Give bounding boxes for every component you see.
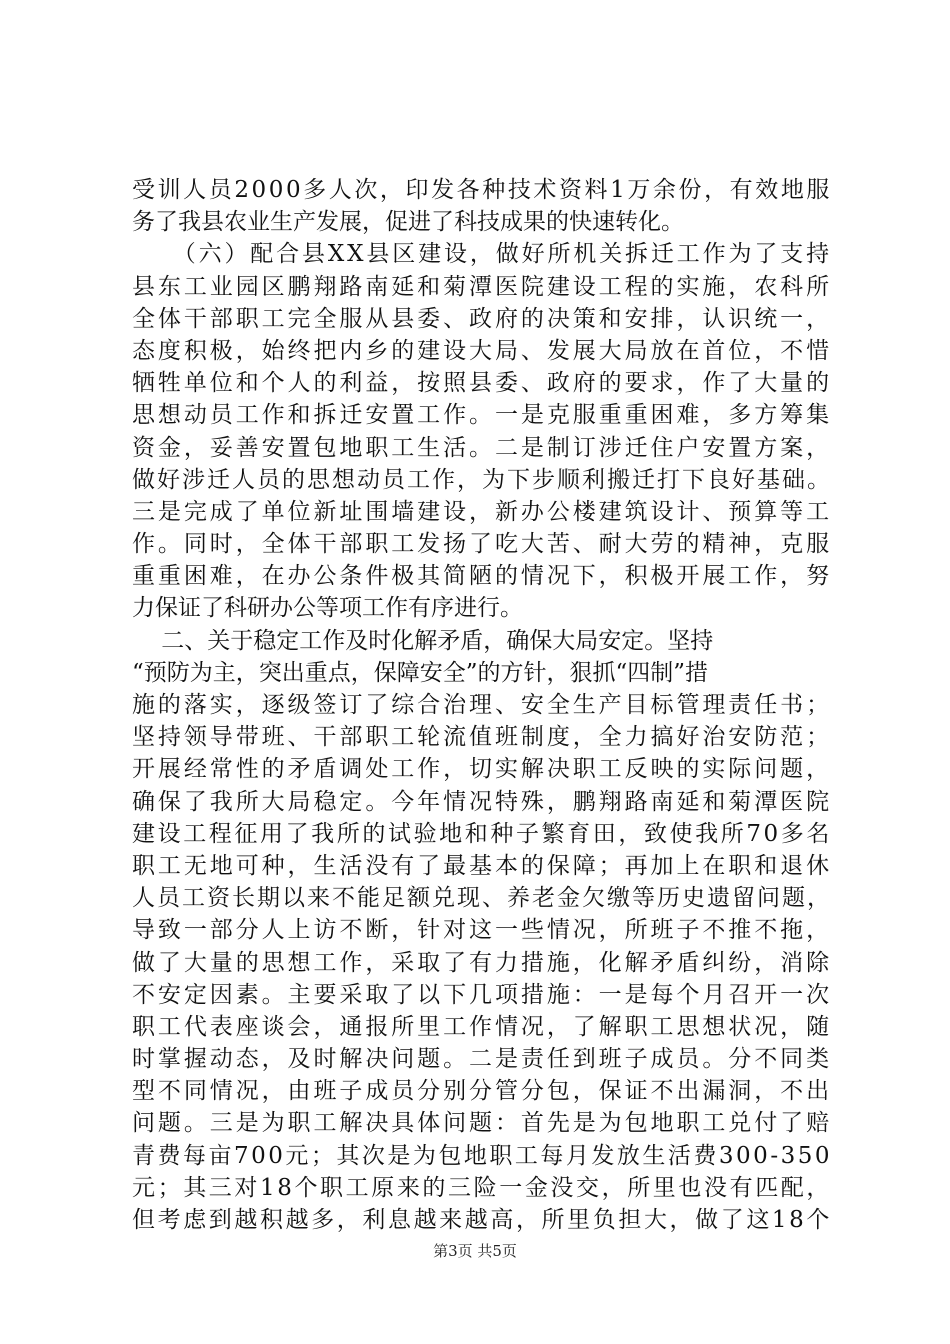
- text-line: 职工无地可种，生活没有了最基本的保障；再加上在职和退休: [132, 852, 832, 879]
- page-footer: 第3页 共5页: [433, 1242, 517, 1260]
- text-line: 思想动员工作和拆迁安置工作。一是克服重重困难，多方筹集: [132, 402, 832, 429]
- body-text: [132, 174, 832, 1236]
- text-line: 人员工资长期以来不能足额兑现、养老金欠缴等历史遗留问题，: [132, 885, 832, 912]
- text-line: 开展经常性的矛盾调处工作，切实解决职工反映的实际问题，: [132, 756, 832, 783]
- text-line: “预防为主，突出重点，保障安全”的方针，狠抓“四制”措: [132, 659, 709, 686]
- text-line: 职工代表座谈会，通报所里工作情况，了解职工思想状况，随: [132, 1013, 832, 1040]
- text-line: 二、关于稳定工作及时化解矛盾，确保大局安定。坚持: [132, 627, 714, 654]
- text-line: 确保了我所大局稳定。今年情况特殊，鹏翔路南延和菊潭医院: [132, 788, 832, 815]
- text-line: 态度积极，始终把内乡的建设大局、发展大局放在首位，不惜: [132, 337, 832, 364]
- text-line: 全体干部职工完全服从县委、政府的决策和安排，认识统一，: [132, 305, 832, 332]
- text-line: 但考虑到越积越多，利息越来越高，所里负担大，做了这18个: [132, 1207, 832, 1233]
- text-line: （六）配合县XX县区建设，做好所机关拆迁工作为了支持: [132, 241, 832, 268]
- text-line: 导致一部分人上访不断，针对这一些情况，所班子不推不拖，: [132, 917, 832, 944]
- text-line: 型不同情况，由班子成员分别分管分包，保证不出漏洞，不出: [132, 1078, 832, 1105]
- text-line: 做了大量的思想工作，采取了有力措施，化解矛盾纠纷，消除: [132, 949, 832, 976]
- text-line: 青费每亩700元；其次是为包地职工每月发放生活费300-350: [132, 1142, 832, 1169]
- text-line: 力保证了科研办公等项工作有序进行。: [132, 595, 523, 622]
- text-line: 重重困难，在办公条件极其简陋的情况下，积极开展工作，努: [132, 563, 832, 590]
- text-line: 作。同时，全体干部职工发扬了吃大苦、耐大劳的精神，克服: [132, 531, 832, 558]
- text-line: 问题。三是为职工解决具体问题：首先是为包地职工兑付了赔: [132, 1110, 832, 1137]
- text-line: 时掌握动态，及时解决问题。二是责任到班子成员。分不同类: [132, 1046, 832, 1073]
- text-line: 元；其三对18个职工原来的三险一金没交，所里也没有匹配，: [132, 1174, 832, 1201]
- text-line: 不安定因素。主要采取了以下几项措施：一是每个月召开一次: [132, 981, 832, 1008]
- text-line: 坚持领导带班、干部职工轮流值班制度，全力搞好治安防范；: [132, 724, 832, 751]
- text-line: 做好涉迁人员的思想动员工作，为下步顺利搬迁打下良好基础。: [132, 466, 832, 493]
- text-line: 施的落实，逐级签订了综合治理、安全生产目标管理责任书；: [132, 692, 832, 718]
- text-line: 三是完成了单位新址围墙建设，新办公楼建筑设计、预算等工: [132, 498, 832, 525]
- text-line: 受训人员2000多人次，印发各种技术资料1万余份，有效地服: [132, 177, 832, 203]
- text-line: 牺牲单位和个人的利益，按照县委、政府的要求，作了大量的: [132, 370, 832, 397]
- text-line: 县东工业园区鹏翔路南延和菊潭医院建设工程的实施，农科所: [132, 273, 832, 300]
- text-line: 资金，妥善安置包地职工生活。二是制订涉迁住户安置方案，: [132, 434, 832, 461]
- text-line: 务了我县农业生产发展，促进了科技成果的快速转化。: [132, 209, 684, 236]
- text-line: 建设工程征用了我所的试验地和种子繁育田，致使我所70多名: [132, 820, 832, 847]
